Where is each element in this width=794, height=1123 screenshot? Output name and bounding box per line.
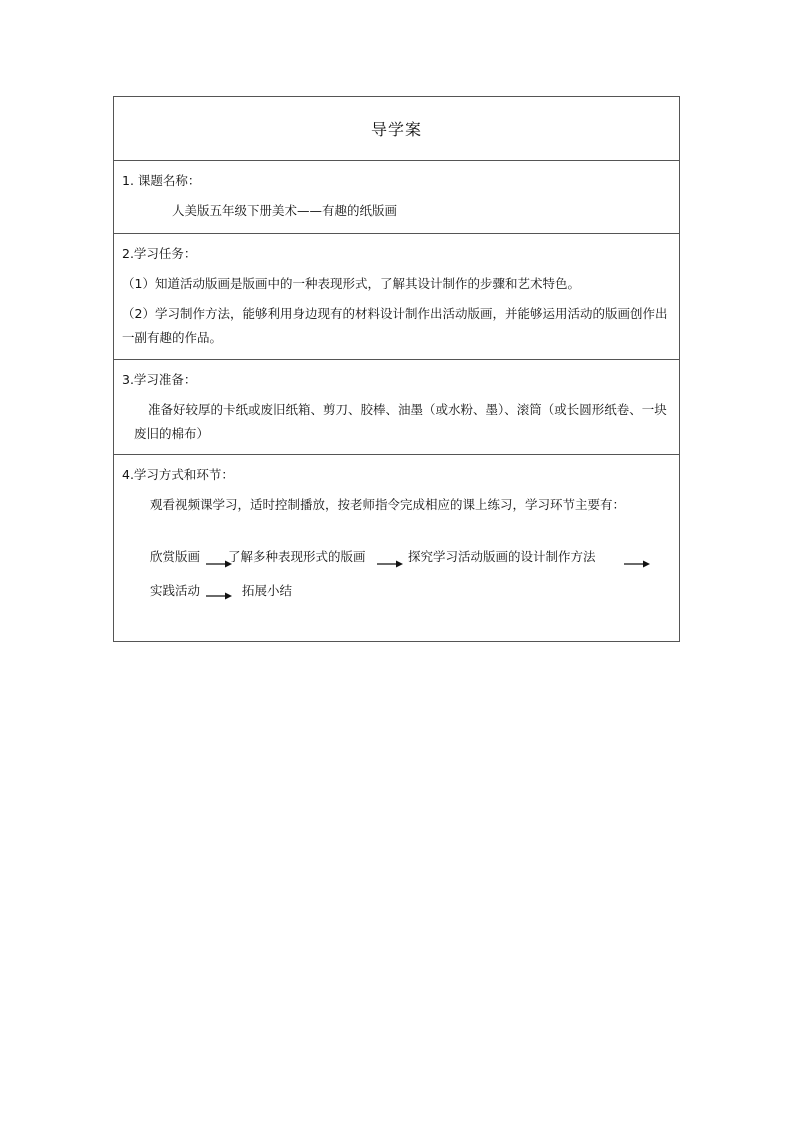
task-item-2: （2）学习制作方法，能够利用身边现有的材料设计制作出活动版画，并能够运用活动的版画创作出一副有趣的作品。	[122, 306, 668, 345]
arrow-icon	[206, 591, 232, 605]
topic-heading: 1. 课题名称：	[122, 173, 201, 188]
preparation-section	[114, 359, 679, 454]
step-explore-method: 探究学习活动版画的设计制作方法	[408, 549, 596, 564]
step-practice: 实践活动	[150, 583, 201, 598]
arrow-icon	[377, 559, 403, 573]
step-learn-forms: 了解多种表现形式的版画	[228, 549, 366, 564]
step-extend-summary: 拓展小结	[242, 583, 293, 598]
method-intro: 观看视频课学习，适时控制播放，按老师指令完成相应的课上练习，学习环节主要有：	[150, 497, 626, 512]
arrow-icon	[624, 559, 650, 573]
tasks-section	[114, 233, 679, 359]
method-heading: 4.学习方式和环节：	[122, 467, 234, 482]
document-title: 导学案	[370, 120, 422, 139]
preparation-text: 准备好较厚的卡纸或废旧纸箱、剪刀、胶棒、油墨（或水粉、墨）、滚筒（或长圆形纸卷、一块废旧的棉布）	[134, 402, 667, 441]
preparation-heading: 3.学习准备：	[122, 372, 197, 387]
study-guide-table	[113, 96, 680, 642]
task-item-1: （1）知道活动版画是版画中的一种表现形式，了解其设计制作的步骤和艺术特色。	[122, 276, 580, 291]
title-cell	[114, 97, 679, 160]
topic-value: 人美版五年级下册美术——有趣的纸版画	[172, 203, 398, 218]
method-section	[114, 454, 679, 641]
step-appreciate: 欣赏版画	[150, 549, 201, 564]
topic-section	[114, 160, 679, 233]
tasks-heading: 2.学习任务：	[122, 246, 197, 261]
